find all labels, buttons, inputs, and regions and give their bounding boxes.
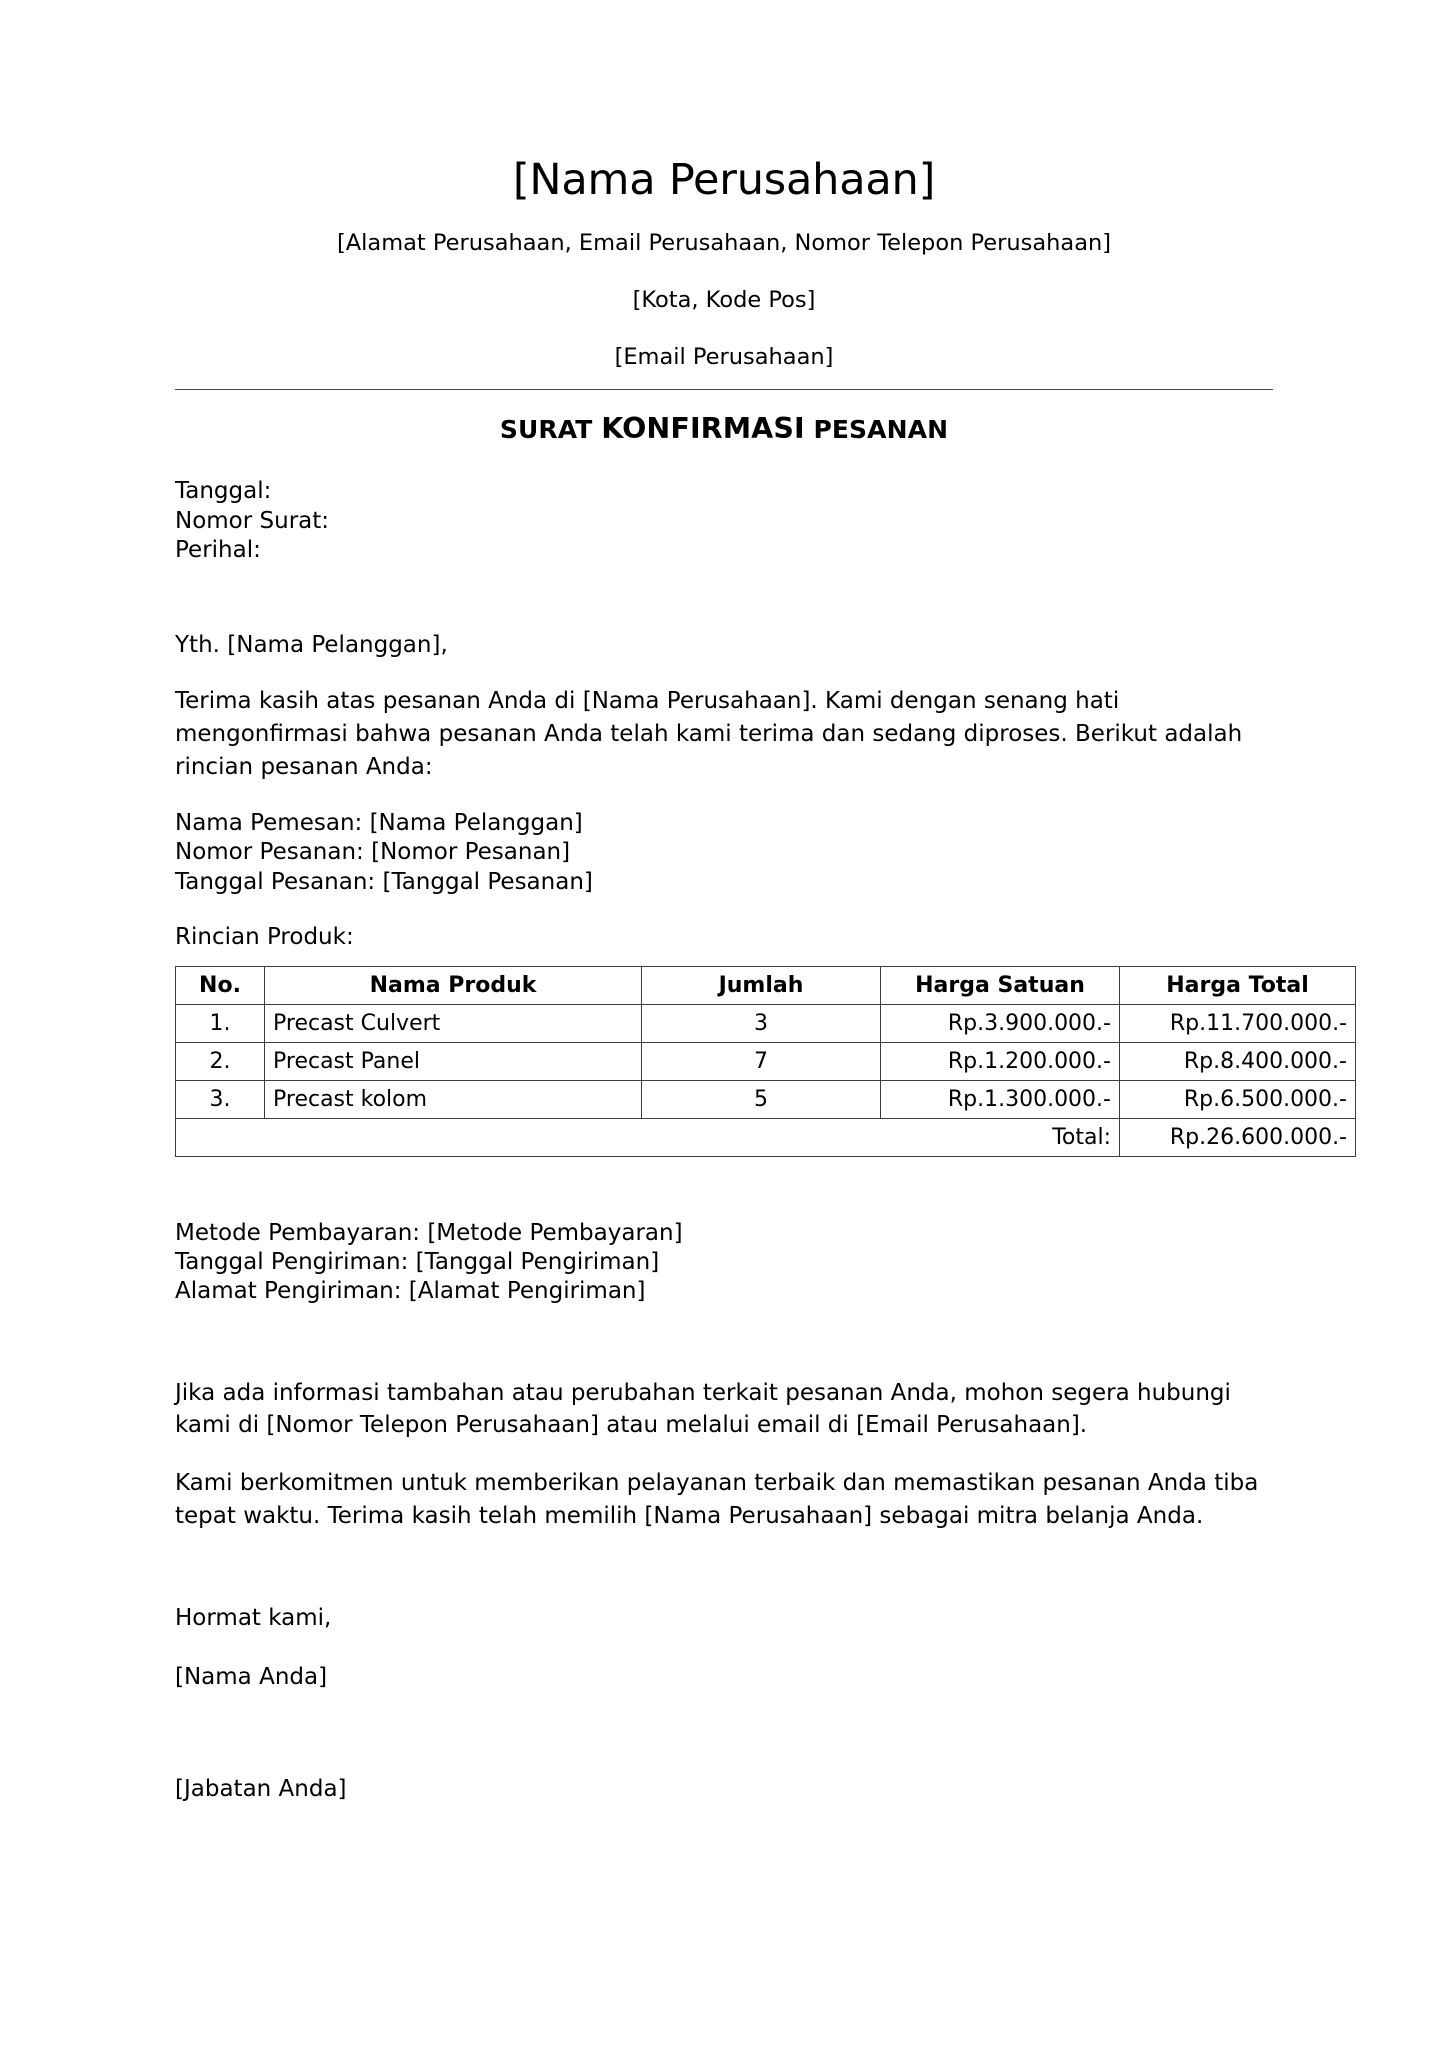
cell-no: 3. [176,1080,265,1118]
product-table [175,966,1356,1157]
cell-unit-price: Rp.1.300.000.- [881,1080,1120,1118]
product-table-body [176,1004,1356,1156]
letter-meta [175,477,1273,565]
shipping-address: Alamat Pengiriman: [Alamat Pengiriman] [175,1278,646,1305]
signature-name: [Nama Anda] [175,1664,328,1691]
product-table-wrapper [175,966,1347,1157]
cell-unit-price: Rp.3.900.000.- [881,1004,1120,1042]
document-title [175,412,1273,445]
cell-no: 1. [176,1004,265,1042]
product-details-label: Rincian Produk: [175,923,354,950]
shipping-info [175,1219,1273,1307]
shipping-date: Tanggal Pengiriman: [Tanggal Pengiriman] [175,1249,660,1276]
table-header-row [176,966,1356,1004]
contact-paragraph: Jika ada informasi tambahan atau perubahan terkait pesanan Anda, mohon segera hubungi kami di [Nomor Telepon Perusahaan] atau melalui email di [Email Perusahaan]. [175,1379,1231,1439]
commitment-paragraph: Kami berkomitmen untuk memberikan pelayanan terbaik dan memastikan pesanan Anda tiba tepat waktu. Terima kasih telah memilih [Nama Perusahaan] sebagai mitra belanja Anda. [175,1469,1259,1529]
total-value: Rp.26.600.000.- [1120,1118,1356,1156]
header-name: Nama Produk [265,966,642,1004]
header-unit-price: Harga Satuan [881,966,1120,1004]
document-body [175,0,1347,1804]
header-no: No. [176,966,265,1004]
cell-no: 2. [176,1042,265,1080]
meta-nomor-surat: Nomor Surat: [175,507,330,534]
order-number: Nomor Pesanan: [Nomor Pesanan] [175,839,571,866]
header-total-price: Harga Total [1120,966,1356,1004]
cell-name: Precast kolom [265,1080,642,1118]
company-email-line: [Email Perusahaan] [614,343,834,370]
document-title-part1: SURAT [499,415,602,445]
product-table-head [176,966,1356,1004]
document-title-part2: KONFIRMASI [601,412,805,446]
meta-perihal: Perihal: [175,536,261,563]
total-label: Total: [176,1118,1120,1156]
signature-closing: Hormat kami, [175,1605,332,1632]
cell-total-price: Rp.6.500.000.- [1120,1080,1356,1118]
table-row [176,1004,1356,1042]
letterhead [175,0,1273,369]
signature-block [175,1604,1273,1804]
signature-position: [Jabatan Anda] [175,1775,347,1802]
intro-paragraph: Terima kasih atas pesanan Anda di [Nama Perusahaan]. Kami dengan senang hati mengonfirmasi bahwa pesanan Anda telah kami terima dan sedang diproses. Berikut adalah rincian pesanan Anda: [175,688,1243,780]
order-customer-name: Nama Pemesan: [Nama Pelanggan] [175,810,583,837]
cell-total-price: Rp.11.700.000.- [1120,1004,1356,1042]
salutation: Yth. [Nama Pelanggan], [175,632,448,658]
cell-qty: 7 [642,1042,881,1080]
company-name: [Nama Perusahaan] [512,155,936,205]
table-total-row [176,1118,1356,1156]
company-city-line: [Kota, Kode Pos] [632,286,816,313]
document-title-part3: PESANAN [804,415,949,445]
header-qty: Jumlah [642,966,881,1004]
table-row [176,1042,1356,1080]
cell-qty: 5 [642,1080,881,1118]
cell-name: Precast Panel [265,1042,642,1080]
header-divider [175,389,1273,390]
cell-total-price: Rp.8.400.000.- [1120,1042,1356,1080]
order-info [175,809,1273,897]
payment-method: Metode Pembayaran: [Metode Pembayaran] [175,1219,683,1246]
table-row [176,1080,1356,1118]
order-date: Tanggal Pesanan: [Tanggal Pesanan] [175,868,593,895]
company-address-line: [Alamat Perusahaan, Email Perusahaan, Nomor Telepon Perusahaan] [336,230,1112,257]
cell-qty: 3 [642,1004,881,1042]
meta-tanggal: Tanggal: [175,478,272,505]
cell-name: Precast Culvert [265,1004,642,1042]
cell-unit-price: Rp.1.200.000.- [881,1042,1120,1080]
